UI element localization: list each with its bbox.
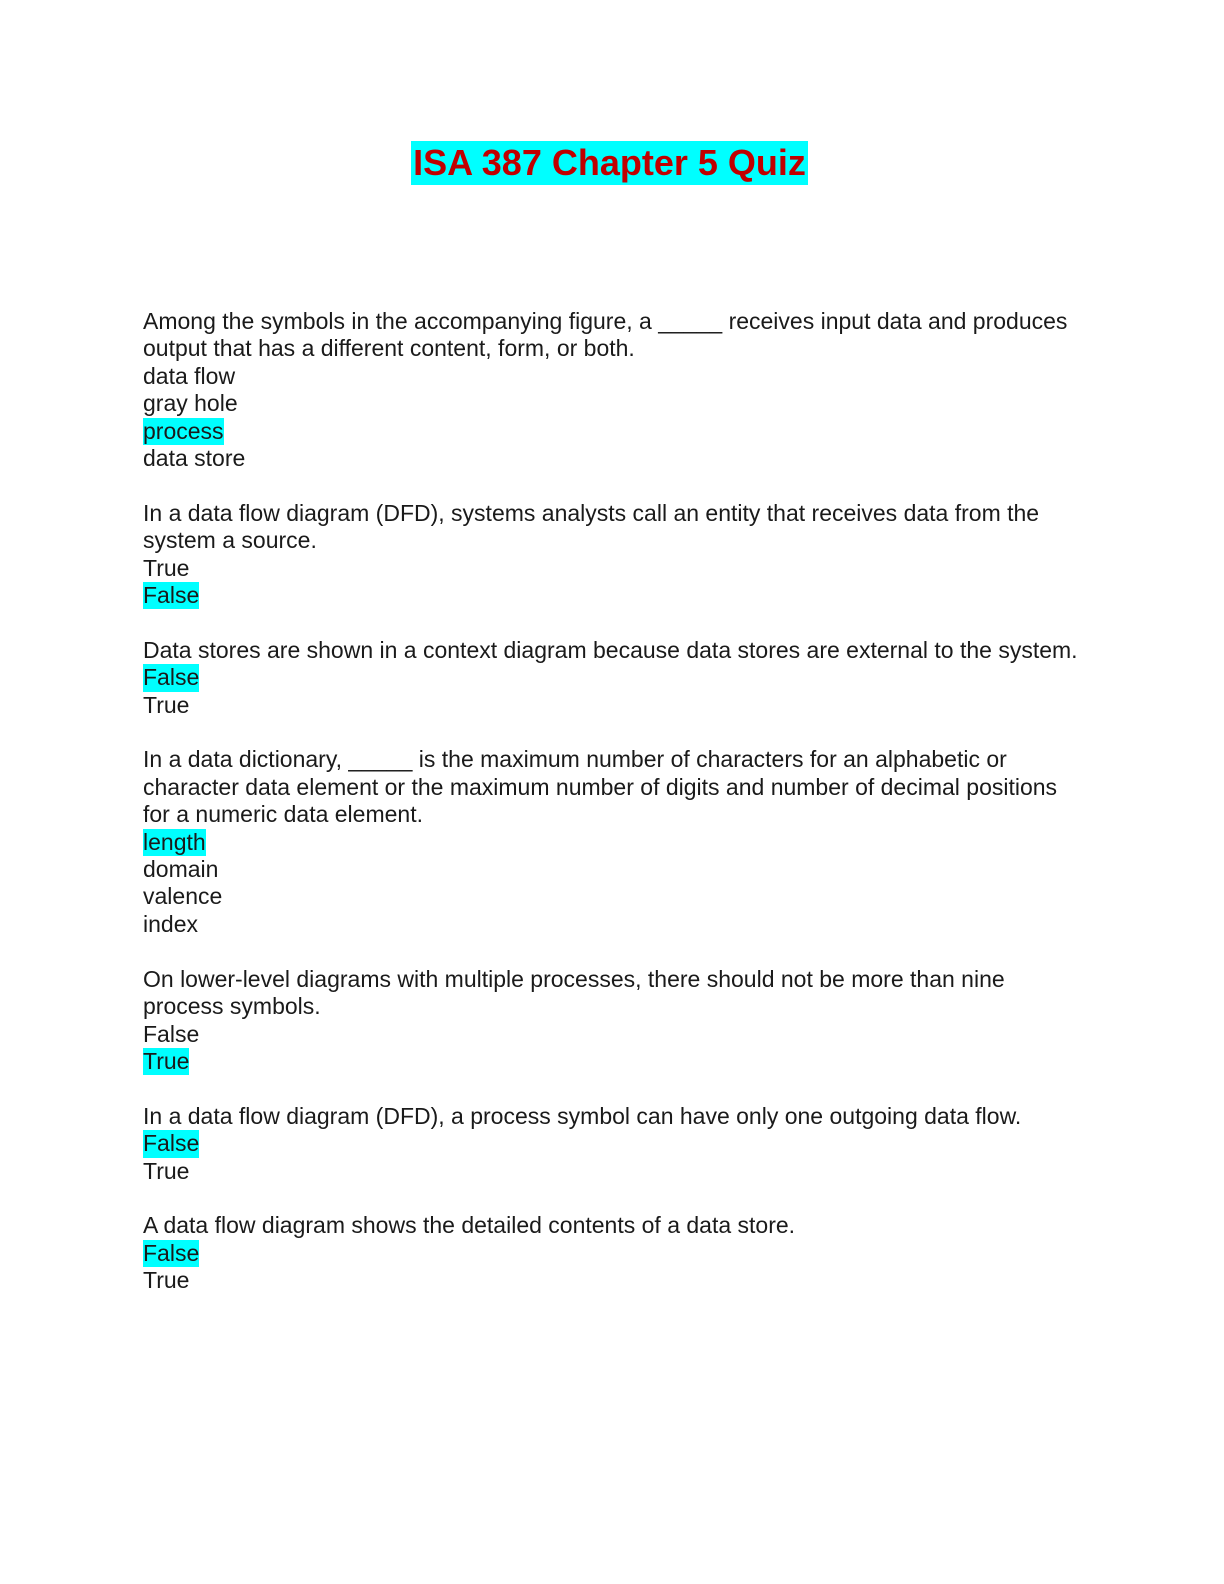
option-list: [143, 1021, 1083, 1076]
option-list: [143, 363, 1083, 473]
option: gray hole: [143, 390, 238, 417]
question-text: In a data dictionary, _____ is the maximum number of characters for an alphabetic or character data element or the maximum number of digits and number of decimal positions for a numeric data element.: [143, 746, 1058, 828]
option-list: [143, 664, 1083, 719]
highlighted-option: False: [143, 582, 200, 609]
option: True: [143, 554, 190, 581]
question-1: [143, 308, 1083, 472]
question-text: Data stores are shown in a context diagram because data stores are external to the system.: [143, 636, 1078, 663]
option: True: [143, 691, 190, 718]
question-6: [143, 1103, 1083, 1185]
question-4: [143, 746, 1083, 938]
highlighted-option: False: [143, 1130, 200, 1157]
option: index: [143, 910, 198, 937]
question-text: A data flow diagram shows the detailed contents of a data store.: [143, 1212, 796, 1239]
option: valence: [143, 883, 223, 910]
question-2: [143, 500, 1083, 610]
page-title: ISA 387 Chapter 5 Quiz: [413, 142, 806, 183]
option: True: [143, 1157, 190, 1184]
question-text: In a data flow diagram (DFD), a process symbol can have only one outgoing data flow.: [143, 1102, 1022, 1129]
highlighted-option: length: [143, 828, 206, 855]
highlighted-option: True: [143, 1047, 190, 1074]
question-5: [143, 966, 1083, 1076]
quiz-content: [143, 308, 1083, 1295]
title-wrapper: [0, 141, 1224, 185]
highlighted-option: process: [143, 417, 224, 444]
option: False: [143, 1020, 200, 1047]
option-list: [143, 1240, 1083, 1295]
option-list: [143, 555, 1083, 610]
option-list: [143, 829, 1083, 939]
option: data store: [143, 445, 246, 472]
question-text: In a data flow diagram (DFD), systems analysts call an entity that receives data from the system a source.: [143, 499, 1040, 554]
question-text: On lower-level diagrams with multiple processes, there should not be more than nine process symbols.: [143, 965, 1005, 1020]
highlighted-option: False: [143, 1239, 200, 1266]
option: True: [143, 1267, 190, 1294]
option: domain: [143, 856, 219, 883]
highlighted-option: False: [143, 664, 200, 691]
question-7: [143, 1212, 1083, 1294]
question-3: [143, 637, 1083, 719]
question-text: Among the symbols in the accompanying figure, a _____ receives input data and produces output that has a different content, form, or both.: [143, 308, 1068, 362]
option-list: [143, 1130, 1083, 1185]
option: data flow: [143, 362, 236, 389]
